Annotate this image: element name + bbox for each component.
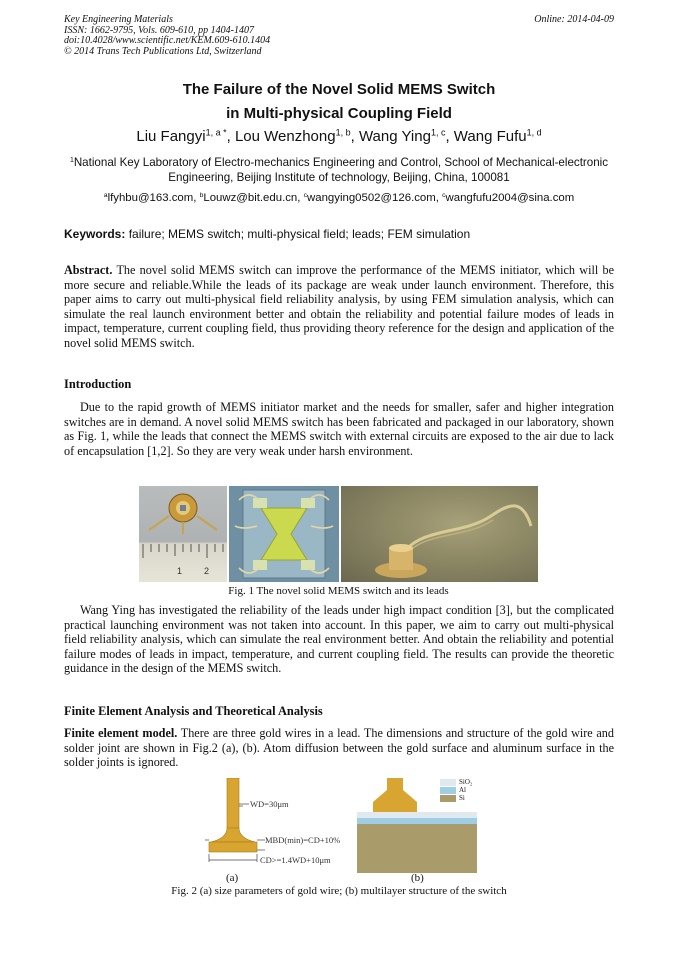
- cd-label: CD>=1.4WD+10μm: [260, 855, 331, 865]
- journal-name: Key Engineering Materials: [64, 14, 173, 25]
- keywords: Keywords: failure; MEMS switch; multi-physical field; leads; FEM simulation: [64, 227, 471, 241]
- section-heading-fea: Finite Element Analysis and Theoretical Analysis: [64, 704, 323, 718]
- ruler-label-2: 2: [204, 566, 210, 576]
- copyright: © 2014 Trans Tech Publications Ltd, Switzerland: [64, 45, 262, 57]
- fig1-package-drawing: [139, 486, 227, 582]
- email: $^c$wangfufu2004@sina.com: [442, 191, 575, 204]
- email: $^b$Louwz@bit.edu.cn,: [199, 191, 304, 204]
- author-list: [0, 128, 678, 145]
- ruler-label-1: 1: [177, 566, 183, 576]
- intro-paragraph-2: Wang Ying has investigated the reliability of the leads under high impact condition [3], but the complicated practical launching environment was not taken into account. In this paper, we aim to carry out multi-physical field reliability analysis, which can simulate the real environment better. And obtain the reliability and potential failure modes of leads in impact, temperature, and current coupling field. The results can provide the theoretic guidance in the design of the MEMS switch.: [64, 603, 614, 676]
- email-list: [0, 192, 678, 204]
- fea-paragraph: Finite element model. There are three gold wires in a lead. The dimensions and structure of the gold wire and solder joint are shown in Fig.2 (a), (b). Atom diffusion between the gold surface and aluminum surface in the solder joints is ignored.: [64, 726, 614, 770]
- fig2a-wire-dimensions: [205, 778, 350, 872]
- legend-swatch: [440, 779, 456, 786]
- paper-title-line2: in Multi-physical Coupling Field: [226, 105, 452, 122]
- fig2-caption: Fig. 2 (a) size parameters of gold wire; (b) multilayer structure of the switch: [171, 885, 507, 897]
- author: Wang Ying$^{1, c}$,: [358, 127, 454, 145]
- fig1-photo-lead: [341, 486, 538, 582]
- author: Lou Wenzhong$^{1, b}$,: [234, 127, 359, 145]
- issn: ISSN: 1662-9795, Vols. 609-610, pp 1404-1407: [64, 24, 254, 36]
- wd-label: WD=30μm: [250, 799, 289, 809]
- email: $^c$wangying0502@126.com,: [303, 191, 443, 204]
- fig1-chip-drawing: [229, 486, 339, 582]
- legend-swatch: [440, 787, 456, 794]
- abstract: Abstract. The novel solid MEMS switch can improve the performance of the MEMS initiator, which will be more secure and reliable.While the leads of its package are weak under launch environment. Therefore, this paper aims to carry out multi-physical field reliability analysis, by using FEM simulation analysis, which can simulate the real launch environment better and obtain the reliability and potential failure modes of leads in impact, temperature, current coupling field, thus providing theory reference for the design and application of the novel solid MEMS switch.: [64, 263, 614, 350]
- fig2b-label: (b): [411, 872, 424, 884]
- legend-item-sio2: SiO₂: [440, 778, 472, 786]
- legend-item-al: Al: [440, 786, 472, 794]
- author: Wang Fufu$^{1, d}$: [453, 127, 542, 145]
- fig1-photo-chip: [229, 486, 339, 582]
- fig1-caption: Fig. 1 The novel solid MEMS switch and its leads: [228, 585, 449, 597]
- online-date: Online: 2014-04-09: [534, 14, 614, 25]
- fig2a-label: (a): [226, 872, 239, 884]
- intro-paragraph-1: Due to the rapid growth of MEMS initiator market and the needs for smaller, safer and higher integration switches are in demand. A novel solid MEMS switch has been fabricated and packaged in our laboratory, shown as Fig. 1, while the leads that connect the MEMS switch with external circuits are exposed to the air due to lack of encapsulation [1,2]. So they are very weak under harsh environment.: [64, 400, 614, 458]
- section-heading-introduction: Introduction: [64, 377, 132, 391]
- fig2b-legend: [440, 778, 472, 802]
- legend-item-si: Si: [440, 794, 472, 802]
- mbd-label: MBD(min)=CD+10%: [265, 835, 341, 845]
- author: Liu Fangyi$^{1, a *}$,: [136, 127, 235, 145]
- fig1-photo-package: [139, 486, 227, 582]
- fig1-lead-drawing: [341, 486, 538, 582]
- legend-swatch: [440, 795, 456, 802]
- doi: doi:10.4028/www.scientific.net/KEM.609-610.1404: [64, 35, 271, 46]
- affiliation: $^1$National Key Laboratory of Electro-mechanics Engineering and Control, School of Mechanical-electronic Engineering, Beijing Institute of technology, Beijing, China, 100081: [69, 156, 609, 184]
- email: $^a$lfyhbu@163.com,: [103, 191, 200, 204]
- journal-header: [64, 15, 270, 57]
- paper-title-line1: The Failure of the Novel Solid MEMS Switch: [182, 81, 496, 98]
